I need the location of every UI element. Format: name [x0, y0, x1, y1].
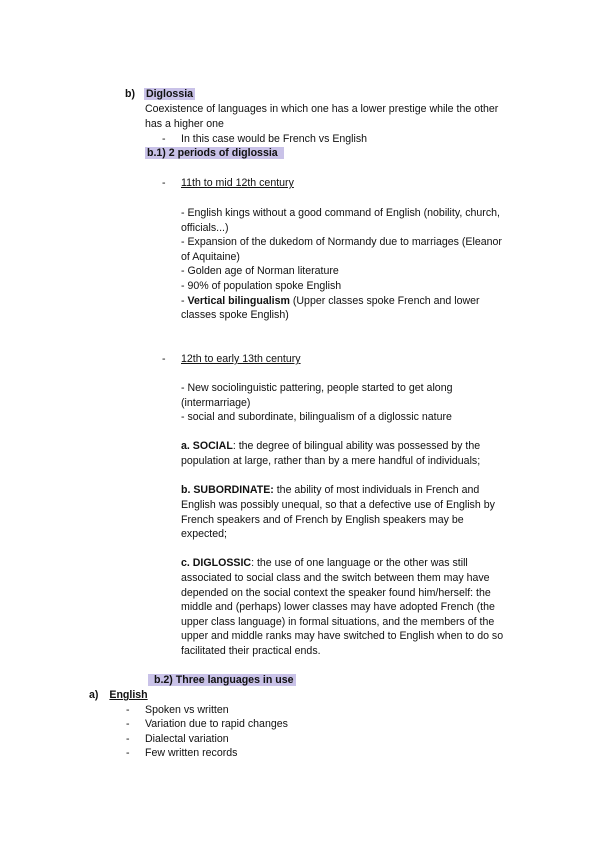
vertical-bilingualism-line: - Vertical bilingualism (Upper classes spoke French and lower — [181, 295, 480, 307]
section-a-marker: a) — [89, 689, 99, 701]
english-bullet: Spoken vs written — [145, 704, 229, 716]
diglossic-line: middle and (perhaps) lower classes may have adopted French (the — [181, 601, 495, 613]
vertical-bilingualism-term: Vertical bilingualism — [187, 295, 290, 307]
diglossic-line: associated to social class and the switch between them may have — [181, 572, 490, 584]
period1-line: - English kings without a good command of English (nobility, church, — [181, 207, 500, 219]
section-a-title: English — [109, 689, 148, 701]
bullet-dash: - — [162, 353, 166, 365]
bullet-dash: - — [126, 704, 130, 716]
social-definition-line2: population at large, rather than by a mere handful of individuals; — [181, 455, 481, 467]
subordinate-line: expected; — [181, 528, 227, 540]
period2-line: - social and subordinate, bilingualism of a diglossic nature — [181, 411, 452, 423]
period1-line: - 90% of population spoke English — [181, 280, 342, 292]
diglossic-line: upper class language) in formal situations, and the members of the — [181, 616, 495, 628]
bullet-dash: - — [162, 177, 166, 189]
bullet-dash: - — [126, 733, 130, 745]
section-b-title: Diglossia — [145, 88, 194, 100]
subordinate-term: b. SUBORDINATE: — [181, 484, 274, 496]
subordinate-line: French speakers and of French by English speakers may be — [181, 514, 464, 526]
section-b-marker: b) — [125, 88, 135, 100]
section-b-heading — [125, 87, 195, 102]
period2-title: 12th to early 13th century — [181, 353, 301, 365]
subordinate-line: English was possibly unequal, so that a defective use of English by — [181, 499, 495, 511]
diglossic-line: upper and middle ranks may have switched to English when to do so — [181, 630, 504, 642]
b2-heading: b.2) Three languages in use — [148, 673, 296, 688]
social-definition: a. SOCIAL: the degree of bilingual ability was possessed by the — [181, 440, 481, 452]
period2-line: (intermarriage) — [181, 397, 251, 409]
period1-line: officials...) — [181, 222, 229, 234]
bullet-dash: - — [126, 747, 130, 759]
period1-line: - Golden age of Norman literature — [181, 265, 339, 277]
social-term: a. SOCIAL — [181, 440, 233, 452]
diglossia-definition-line1: Coexistence of languages in which one has a lower prestige while the other — [145, 103, 499, 115]
english-bullet: Dialectal variation — [145, 733, 229, 745]
diglossic-term: c. DIGLOSSIC — [181, 557, 252, 569]
period1-line: of Aquitaine) — [181, 251, 240, 263]
french-vs-english-bullet: In this case would be French vs English — [181, 133, 368, 145]
b1-heading: b.1) 2 periods of diglossia — [145, 146, 284, 161]
bullet-dash: - — [126, 718, 130, 730]
section-a-heading — [89, 688, 148, 703]
vertical-bilingualism-line2: classes spoke English) — [181, 309, 289, 321]
diglossic-definition: c. DIGLOSSIC: the use of one language or the other was still — [181, 557, 468, 569]
bullet-dash: - — [162, 133, 166, 145]
english-bullet: Few written records — [145, 747, 238, 759]
diglossic-line: depended on the social context the speaker found him/herself: the — [181, 587, 491, 599]
subordinate-definition: b. SUBORDINATE: the ability of most individuals in French and — [181, 484, 480, 496]
period1-title: 11th to mid 12th century — [181, 177, 294, 189]
period2-line: - New sociolinguistic pattering, people started to get along — [181, 382, 453, 394]
period1-line: - Expansion of the dukedom of Normandy due to marriages (Eleanor — [181, 236, 502, 248]
diglossia-definition-line2: has a higher one — [145, 118, 224, 130]
diglossic-line: facilitated their practical ends. — [181, 645, 321, 657]
english-bullet: Variation due to rapid changes — [145, 718, 288, 730]
